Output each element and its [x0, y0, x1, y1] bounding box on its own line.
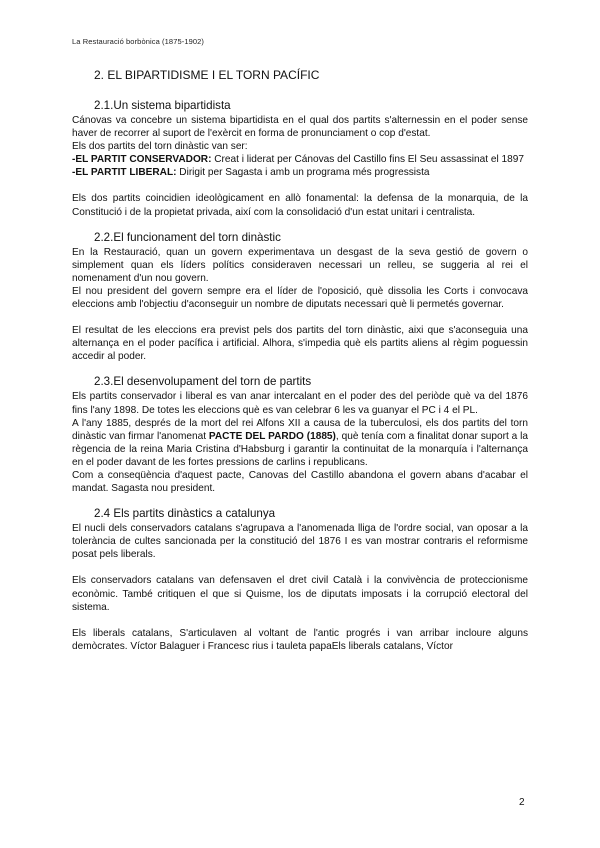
- list-item-conservador: [72, 153, 528, 166]
- list-item-label: -EL PARTIT LIBERAL:: [72, 167, 177, 179]
- paragraph: Com a conseqüència d'aquest pacte, Canovas del Castillo abandona el govern abans d'acabar el mandat. Sagasta nou president.: [72, 469, 528, 495]
- paragraph: El nou president del govern sempre era el líder de l'oposició, què dissolia les Corts i convocava eleccions amb l'objectiu d'aconseguir un nombre de diputats necessari què li permetés governar.: [72, 285, 528, 311]
- pacte-del-pardo: PACTE DEL PARDO (1885): [208, 430, 336, 442]
- list-item-liberal: [72, 166, 528, 179]
- paragraph-pacte: [72, 417, 528, 469]
- list-item-text: Dirigit per Sagasta i amb un programa més progressista: [176, 167, 430, 179]
- paragraph: El nucli dels conservadors catalans s'agrupava a l'anomenada lliga de l'ordre social, van oposar a la tolerància de cultes sancionada per la constitució del 1876 I es van mostrar contraris el reformisme posat pels liberals.: [72, 523, 528, 561]
- list-item-label: -EL PARTIT CONSERVADOR:: [72, 154, 212, 166]
- section-heading-2-4: 2.4 Els partits dinàstics a catalunya: [94, 507, 276, 521]
- page-content: [72, 68, 528, 653]
- paragraph: Els liberals catalans, S'articulaven al voltant de l'antic progrés i van arribar incloure alguns demòcrates. Víctor Balaguer i Francesc rius i tauleta papaEls liberals catalans, Víctor: [72, 627, 528, 652]
- page-number: 2: [519, 797, 525, 808]
- text-run: A l'any 1885, després de la mort del rei Alfons XII a causa de la tuberculosi, els dos partits del torn dinàstic van firmar l'anomenat: [72, 417, 528, 442]
- text-run: , què tenía com a finalitat donar suport a la règencia de la reina Maria Cristina d'Habsburg i garantir la continuitat de la monarquía i l'alternança en el poder davant de les fortes pressions de carlins i republicans.: [72, 430, 528, 468]
- paragraph: Els partits conservador i liberal es van anar intercalant en el poder des del periòde què va del 1876 fins l'any 1898. De totes les eleccions què es van celebrar 6 les va guanyar el PC i 4 el PL.: [72, 391, 528, 416]
- section-heading-2-3: 2.3.El desenvolupament del torn de partits: [94, 375, 312, 389]
- paragraph: Cánovas va concebre un sistema bipartidista en el qual dos partits s'alternessin en el poder sense haver de recorrer al suport de l'exèrcit en forma de pronunciament o cop d'estat.: [72, 115, 528, 140]
- list-item-text: Creat i liderat per Cánovas del Castillo fins El Seu assassinat el 1897: [211, 154, 524, 166]
- chapter-title: 2. EL BIPARTIDISME I EL TORN PACÍFIC: [94, 68, 320, 82]
- section-heading-2-1: 2.1.Un sistema bipartidista: [94, 99, 231, 112]
- paragraph: En la Restauració, quan un govern experimentava un desgast de la seva gestió de govern o simplement quan els líders polítics consideraven necessari un relleu, se suggeria al rei el nomenament d'un nou govern.: [72, 246, 528, 284]
- paragraph: Els conservadors catalans van defensaven el dret civil Català i la convivència de proteccionisme econòmic. També critiquen el que si Quisme, los de diputats imposats i la corrupció electoral del sistema.: [72, 575, 528, 613]
- paragraph: Els dos partits del torn dinàstic van ser:: [72, 141, 248, 153]
- paragraph: El resultat de les eleccions era previst pels dos partits del torn dinàstic, aixi que s'aconseguia una alternança en el poder pacífica i artificial. Alhora, s'impedia què els partits aliens al règim poguessin accedir al poder.: [72, 325, 528, 363]
- section-heading-2-2: 2.2.El funcionament del torn dinàstic: [94, 230, 281, 244]
- paragraph: Els dos partits coincidien ideològicament en allò fonamental: la defensa de la monarquia, de la Constitució i de la propietat privada, així com la consolidació d'un estat unitari i centralista.: [72, 193, 528, 218]
- running-header: La Restauració borbònica (1875-1902): [72, 37, 205, 46]
